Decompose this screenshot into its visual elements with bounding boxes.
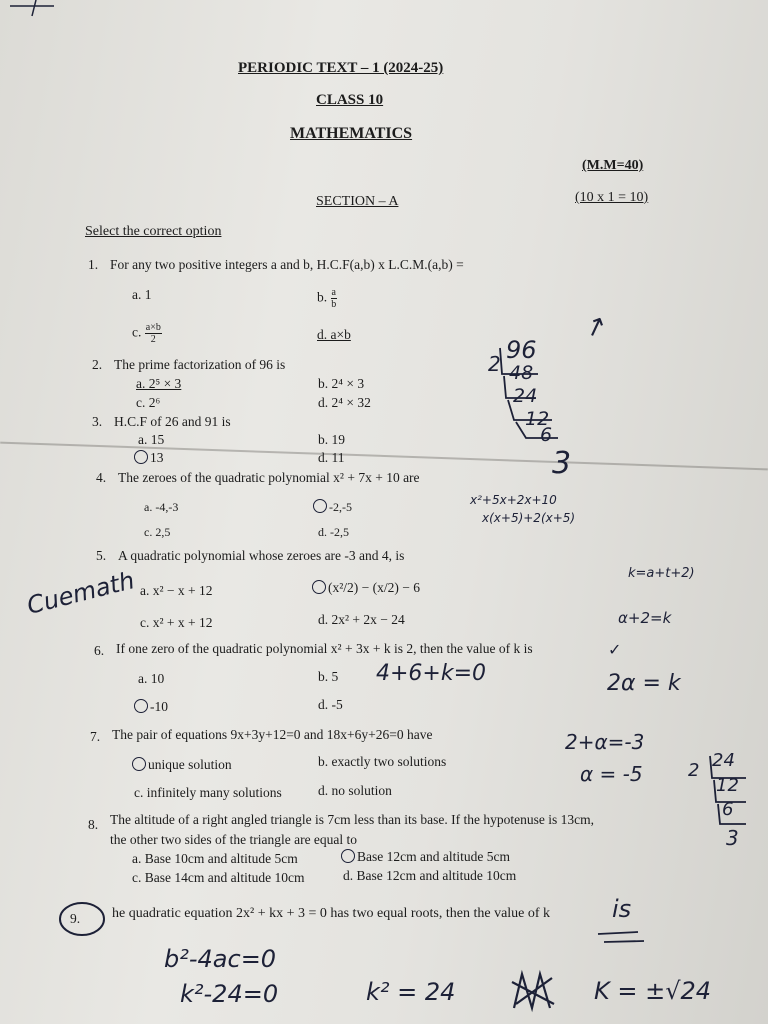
q8-option-b: Base 12cm and altitude 5cm [341,849,510,865]
division-24-step-4: 3 [726,826,739,850]
q6-text: If one zero of the quadratic polynomial x² + 3x + k is 2, then the value of k is [116,641,533,656]
section-heading: SECTION – A [316,194,399,209]
q5-text: A quadratic polynomial whose zeroes are -3 and 4, is [118,548,405,563]
q4-option-b: -2,-5 [313,499,352,515]
q5-option-b: (x²/2) − (x/2) − 6 [312,580,420,596]
q1-option-c: c. $\frac{a\times b}{2}$ [132,322,161,345]
division-96-divisor: 2 [488,352,501,376]
q6-tick: ✓ [608,640,622,659]
division-24-divisor: 2 [688,760,700,781]
q5-option-a: a. x² − x + 12 [140,583,213,598]
q4-option-a: a. -4,-3 [144,500,179,514]
section-marks: (10 x 1 = 10) [575,190,649,205]
q2-option-c: c. 2⁶ [136,395,161,410]
q6-working-2: 2α = k [607,671,681,696]
q2-option-d: d. 2⁴ × 32 [318,395,371,410]
q4-working-1: x²+5x+2x+10 [470,493,557,507]
division-96-step-4: 12 [525,408,550,430]
q9-number-circle [58,900,110,940]
q5-working-1: k=a+t+2) [628,566,695,581]
q5-option-d: d. 2x² + 2x − 24 [318,612,405,627]
division-24-step-3: 6 [722,799,734,820]
answer-circle-icon [134,699,148,713]
division-24-step-1: 24 [712,750,735,771]
q6-number: 6. [94,643,105,658]
corner-mark [10,0,60,22]
q5-option-c: c. x² + x + 12 [140,615,213,630]
q4-option-c: c. 2,5 [144,525,171,539]
q8-option-c: c. Base 14cm and altitude 10cm [132,870,305,885]
q3-option-a: a. 15 [138,432,165,447]
q6-option-d: d. -5 [318,697,343,712]
division-24-lines [690,752,760,832]
q4-option-d: d. -2,5 [318,525,349,539]
q2-option-b: b. 2⁴ × 3 [318,376,365,391]
q9-text: he quadratic equation 2x² + kx + 3 = 0 has two equal roots, then the value of k [112,906,551,921]
q8-text-continued: the other two sides of the triangle are equal to [110,832,358,847]
answer-circle-icon [132,757,146,771]
q3-option-c: 13 [134,450,164,466]
q2-number: 2. [92,357,103,372]
q7-number: 7. [90,729,101,744]
q3-number: 3. [92,414,103,429]
division-96-step-6: 3 [552,446,572,481]
q2-option-a: a. 2⁵ × 3 [136,376,182,391]
class-heading: CLASS 10 [316,92,384,108]
answer-circle-icon [341,849,355,863]
q9-number: 9. [70,911,81,926]
q7-option-a: unique solution [132,757,232,773]
answer-circle-icon [312,580,326,594]
q8-text: The altitude of a right angled triangle is 7cm less than its base. If the hypotenuse is 13cm, [110,812,595,827]
division-96-lines [488,340,588,450]
q3-option-b: b. 19 [318,432,345,447]
q4-working-2: x(x+5)+2(x+5) [482,511,576,525]
cuemath-watermark: Cuemath [24,566,138,620]
q6-option-a: a. 10 [138,671,165,686]
division-96-step-5: 6 [540,424,553,446]
q9-is-word: is [612,895,632,923]
exam-title: PERIODIC TEXT – 1 (2024-25) [238,60,444,76]
q7-option-c: c. infinitely many solutions [134,785,282,800]
q7-text: The pair of equations 9x+3y+12=0 and 18x+6y+26=0 have [112,727,433,742]
max-marks: (M.M=40) [582,158,644,173]
q4-text: The zeroes of the quadratic polynomial x² + 7x + 10 are [118,470,420,485]
division-96-step-2: 48 [509,362,534,384]
q5-number: 5. [96,548,107,563]
q7-option-b: b. exactly two solutions [318,754,447,769]
q1-option-d: d. a×b [317,327,351,342]
q1-option-b: b. $\frac{a}{b}$ [317,287,337,310]
q1-option-a: a. 1 [132,287,152,302]
q9-working-4: K = ±√24 [594,977,712,1005]
crossed-out-scribble [510,968,556,1014]
q7-option-d: d. no solution [318,783,392,798]
q1-text: For any two positive integers a and b, H.C.F(a,b) x L.C.M.(a,b) = [110,257,464,272]
subject-heading: MATHEMATICS [290,125,413,142]
q8-option-d: d. Base 12cm and altitude 10cm [343,868,517,883]
division-96-step-1: 96 [506,336,537,364]
q7-working-2: α = -5 [580,762,643,786]
answer-circle-icon [313,499,327,513]
q9-working-1: b²-4ac=0 [164,945,277,973]
q6-option-c: -10 [134,699,168,715]
q3-text: H.C.F of 26 and 91 is [114,414,231,429]
q6-working: 4+6+k=0 [376,661,487,686]
q7-working-1: 2+α=-3 [565,730,645,754]
q2-text: The prime factorization of 96 is [114,357,286,372]
q4-number: 4. [96,470,107,485]
q8-option-a: a. Base 10cm and altitude 5cm [132,851,298,866]
q3-option-d: d. 11 [318,450,345,465]
answer-circle-icon [134,450,148,464]
q1-tick-mark: ↗ [580,309,612,345]
division-96-step-3: 24 [513,385,538,407]
q9-working-3: k² = 24 [366,978,456,1006]
q5-working-2: α+2=k [618,609,672,627]
q1-number: 1. [88,257,99,272]
q6-option-b: b. 5 [318,669,339,684]
division-24-step-2: 12 [716,775,739,796]
q9-working-2: k²-24=0 [180,980,279,1008]
q9-is-underline [598,930,648,950]
instruction: Select the correct option [85,224,222,239]
q8-number: 8. [88,817,99,832]
